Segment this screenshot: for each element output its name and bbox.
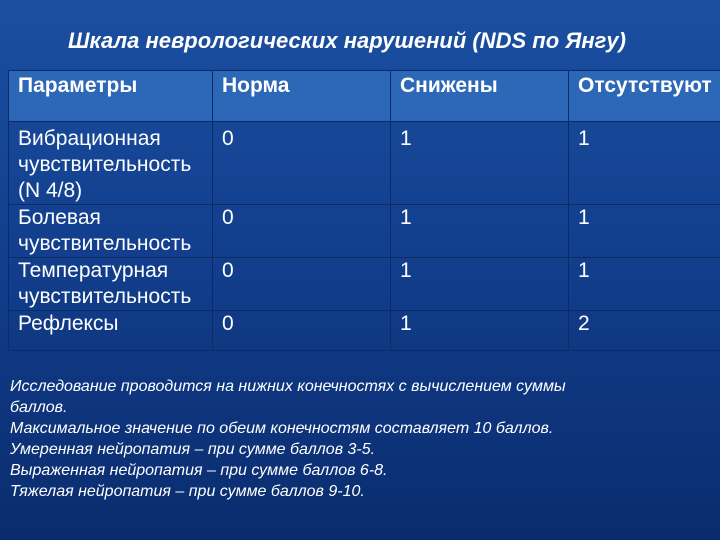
absent-cell: 1 [569, 205, 720, 258]
norm-cell: 0 [213, 258, 391, 311]
norm-cell: 0 [213, 205, 391, 258]
header-parameters: Параметры [9, 71, 213, 122]
slide-title: Шкала неврологических нарушений (NDS по Янгу) [68, 28, 626, 53]
norm-cell: 0 [213, 311, 391, 351]
param-cell [9, 258, 213, 311]
reduced-cell: 1 [391, 205, 569, 258]
param-line: чувствительность [18, 232, 192, 255]
note-line: Выраженная нейропатия – при сумме баллов 6-8. [10, 462, 388, 479]
nds-table [8, 70, 720, 351]
note-line: баллов. [10, 399, 68, 416]
param-line: Рефлексы [18, 312, 119, 335]
param-line: Болевая [18, 206, 101, 229]
header-norm: Норма [213, 71, 391, 122]
param-line: (N 4/8) [18, 179, 83, 202]
param-line: Температурная [18, 259, 169, 282]
header-reduced: Снижены [391, 71, 569, 122]
note-line: Максимальное значение по обеим конечностям составляет 10 баллов. [10, 420, 554, 437]
note-line: Умеренная нейропатия – при сумме баллов 3-5. [10, 441, 376, 458]
reduced-cell: 1 [391, 258, 569, 311]
notes-block [10, 376, 720, 502]
reduced-cell: 1 [391, 311, 569, 351]
table-row-reflexes [9, 311, 720, 351]
table-row-temperature [9, 258, 720, 311]
absent-cell: 2 [569, 311, 720, 351]
param-line: Вибрационная [18, 127, 161, 150]
note-line: Тяжелая нейропатия – при сумме баллов 9-10. [10, 483, 365, 500]
table-header-row [9, 71, 720, 122]
param-cell [9, 311, 213, 351]
nds-table-container [8, 70, 720, 358]
header-absent: Отсутствуют [569, 71, 720, 122]
absent-cell: 1 [569, 122, 720, 205]
param-cell [9, 205, 213, 258]
norm-cell: 0 [213, 122, 391, 205]
table-row-vibration [9, 122, 720, 205]
absent-cell: 1 [569, 258, 720, 311]
param-line: чувствительность [18, 285, 192, 308]
param-line: чувствительность [18, 153, 192, 176]
table-row-pain [9, 205, 720, 258]
param-cell [9, 122, 213, 205]
reduced-cell: 1 [391, 122, 569, 205]
note-line: Исследование проводится на нижних конечностях с вычислением суммы [10, 378, 566, 395]
